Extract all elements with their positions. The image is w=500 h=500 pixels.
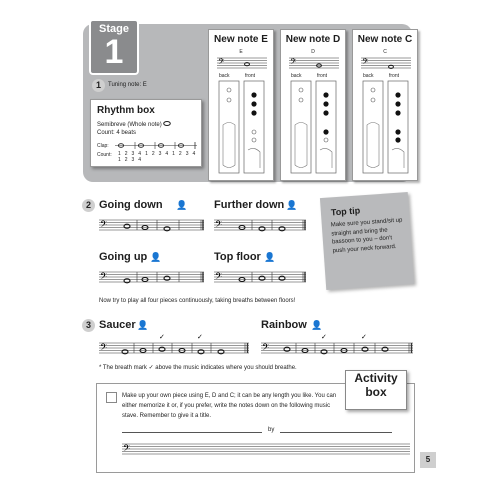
- svg-text:𝄢: 𝄢: [123, 443, 131, 456]
- fingering-chart: [218, 80, 266, 175]
- activity-label-line1: Activity: [354, 371, 398, 385]
- piece-title-saucer: Saucer: [99, 319, 136, 331]
- note-staff: [289, 56, 339, 70]
- front-label: front: [389, 73, 400, 79]
- duet-icon: 👤: [137, 320, 149, 330]
- rhythm-box: [90, 99, 202, 167]
- piece-title-going-down: Going down: [99, 199, 163, 211]
- stage-word: Stage: [99, 23, 129, 35]
- piece-title-further-down: Further down: [214, 199, 285, 211]
- front-label: front: [245, 73, 256, 79]
- staff-top-floor: [214, 270, 306, 284]
- piece-title-top-floor: Top floor: [214, 251, 261, 263]
- top-tip-title: Top tip: [330, 205, 361, 218]
- note-letter: E: [239, 49, 243, 55]
- duet-icon: 👤: [286, 200, 298, 210]
- fingering-chart: [362, 80, 410, 175]
- note-card-d: [280, 29, 346, 181]
- top-tip-box: [320, 192, 414, 290]
- svg-text:𝄢: 𝄢: [290, 58, 297, 69]
- svg-text:𝄢: 𝄢: [100, 342, 108, 355]
- back-label: back: [219, 73, 230, 79]
- step-number-3: 3: [82, 319, 95, 332]
- note-card-title: New note D: [285, 34, 341, 45]
- svg-text:𝄢: 𝄢: [362, 58, 369, 69]
- duet-icon: 👤: [176, 200, 188, 210]
- piece-title-going-up: Going up: [99, 251, 148, 263]
- breath-mark-icon: ✓: [159, 334, 165, 341]
- note-letter: C: [383, 49, 387, 55]
- svg-text:𝄢: 𝄢: [100, 219, 108, 232]
- note-card-c: [352, 29, 418, 181]
- breath-mark-note: * The breath mark ✓ above the music indicates where you should breathe.: [99, 365, 297, 371]
- note-staff: [361, 56, 411, 70]
- duet-icon: 👤: [264, 252, 276, 262]
- breath-mark-icon: ✓: [197, 334, 203, 341]
- blank-music-stave[interactable]: [122, 442, 410, 456]
- note-card-title: New note E: [214, 34, 268, 45]
- whole-note-icon: [163, 121, 171, 126]
- page-number: 5: [420, 452, 436, 468]
- clap-rhythm-line: [115, 141, 197, 150]
- svg-text:𝄢: 𝄢: [100, 271, 108, 284]
- activity-label-line2: box: [365, 385, 387, 399]
- stage-number: 1: [104, 33, 124, 71]
- title-write-line[interactable]: [122, 432, 262, 433]
- note-letter: D: [311, 49, 315, 55]
- back-label: back: [363, 73, 374, 79]
- by-label: by: [268, 427, 275, 433]
- staff-going-down: [99, 218, 204, 232]
- step-number-2: 2: [82, 199, 95, 212]
- tuning-note-label: Tuning note: E: [108, 82, 147, 88]
- activity-box-label: [345, 370, 407, 410]
- staff-rainbow: [261, 333, 413, 355]
- top-tip-text: Make sure you stand/sit up straight and bring the bassoon to you – don't push your neck forward.: [330, 217, 403, 254]
- note-card-e: [208, 29, 274, 181]
- staff-going-up: [99, 270, 204, 284]
- beat-count-label: Count: 4 beats: [97, 130, 137, 136]
- svg-text:𝄢: 𝄢: [215, 271, 223, 284]
- duet-icon: 👤: [150, 252, 162, 262]
- svg-text:𝄢: 𝄢: [218, 58, 225, 69]
- back-label: back: [291, 73, 302, 79]
- duet-icon: 👤: [311, 320, 323, 330]
- continuous-play-note: Now try to play all four pieces continuously, taking breaths between floors!: [99, 298, 296, 304]
- fingering-chart: [290, 80, 338, 175]
- count-values: 1 2 3 4 1 2 3 4 1 2 3 4 1 2 3 4: [118, 151, 197, 163]
- stage-badge: [89, 19, 139, 75]
- clap-label: Clap:: [97, 143, 109, 149]
- activity-instructions: Make up your own piece using E, D and C; it can be any length you like. You can either memorize it or, if you prefer, write the notes down on the following music stave. Remember to give it a title.: [122, 393, 337, 419]
- composer-write-line[interactable]: [280, 432, 392, 433]
- svg-text:𝄢: 𝄢: [262, 342, 270, 355]
- rhythm-box-title: Rhythm box: [97, 105, 155, 116]
- breath-mark-icon: ✓: [321, 334, 327, 341]
- svg-text:𝄢: 𝄢: [215, 219, 223, 232]
- staff-saucer: [99, 333, 249, 355]
- step-number-1: 1: [92, 79, 105, 92]
- note-staff: [217, 56, 267, 70]
- count-label: Count:: [97, 152, 112, 158]
- semibreve-label: Semibreve (Whole note): [97, 121, 171, 128]
- breath-mark-icon: ✓: [361, 334, 367, 341]
- staff-further-down: [214, 218, 306, 232]
- activity-checkbox[interactable]: [106, 392, 117, 403]
- front-label: front: [317, 73, 328, 79]
- note-card-title: New note C: [357, 34, 413, 45]
- piece-title-rainbow: Rainbow: [261, 319, 307, 331]
